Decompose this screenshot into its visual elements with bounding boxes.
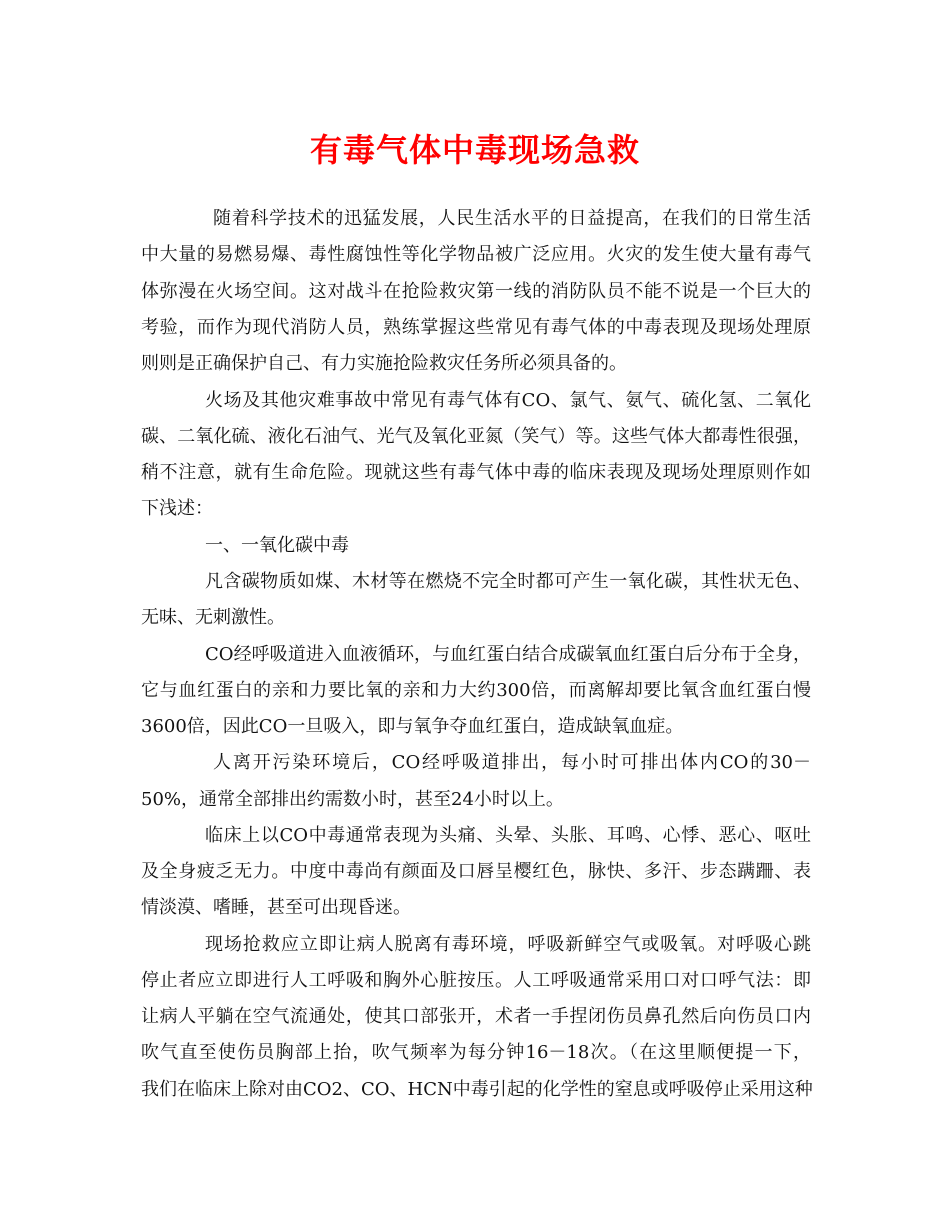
paragraph-line: 体弥漫在火场空间。这对战斗在抢险救灾第一线的消防队员不能不说是一个巨大的 [141, 281, 811, 302]
paragraph-line: 情淡漠、嗜睡，甚至可出现昏迷。 [141, 897, 411, 918]
paragraph-line: 我们在临床上除对由CO2、CO、HCN中毒引起的化学性的窒息或呼吸停止采用这种 [141, 1079, 813, 1100]
paragraph-line: 及全身疲乏无力。中度中毒尚有颜面及口唇呈樱红色，脉快、多汗、步态蹒跚、表 [141, 861, 811, 882]
paragraph-line: 3600倍，因此CO一旦吸入，即与氧争夺血红蛋白，造成缺氧血症。 [141, 716, 684, 737]
paragraph-line: 吹气直至使伤员胸部上抬，吹气频率为每分钟16－18次。（在这里顺便提一下， [141, 1042, 811, 1063]
paragraph-line: 无味、无刺激性。 [141, 607, 285, 628]
paragraph-line: 下浅述： [141, 498, 213, 519]
paragraph-line: 中大量的易燃易爆、毒性腐蚀性等化学物品被广泛应用。火灾的发生使大量有毒气 [141, 244, 811, 265]
paragraph-line: 稍不注意，就有生命危险。现就这些有毒气体中毒的临床表现及现场处理原则作如 [141, 462, 811, 483]
paragraph-line: 现场抢救应立即让病人脱离有毒环境，呼吸新鲜空气或吸氧。对呼吸心跳 [205, 934, 811, 955]
paragraph-line: 它与血红蛋白的亲和力要比氧的亲和力大约300倍，而离解却要比氧含血红蛋白慢 [141, 680, 811, 701]
paragraph-line: 让病人平躺在空气流通处，使其口部张开，术者一手捏闭伤员鼻孔然后向伤员口内 [141, 1006, 811, 1027]
paragraph-line: CO经呼吸道进入血液循环，与血红蛋白结合成碳氧血红蛋白后分布于全身， [205, 644, 811, 665]
paragraph-line: 50%，通常全部排出约需数小时，甚至24小时以上。 [141, 789, 564, 810]
paragraph-line: 火场及其他灾难事故中常见有毒气体有CO、氯气、氨气、硫化氢、二氧化 [205, 390, 811, 411]
paragraph-line: 考验，而作为现代消防人员，熟练掌握这些常见有毒气体的中毒表现及现场处理原 [141, 317, 811, 338]
paragraph-line: 人离开污染环境后，CO经呼吸道排出，每小时可排出体内CO的30－ [213, 752, 811, 773]
paragraph-line: 凡含碳物质如煤、木材等在燃烧不完全时都可产生一氧化碳，其性状无色、 [205, 571, 811, 592]
paragraph-line: 则则是正确保护自己、有力实施抢险救灾任务所必须具备的。 [141, 353, 627, 374]
paragraph-line: 停止者应立即进行人工呼吸和胸外心脏按压。人工呼吸通常采用口对口呼气法：即 [141, 970, 811, 991]
paragraph-line: 碳、二氧化硫、液化石油气、光气及氧化亚氮（笑气）等。这些气体大都毒性很强， [141, 426, 811, 447]
paragraph-line: 临床上以CO中毒通常表现为头痛、头晕、头胀、耳鸣、心悸、恶心、呕吐 [205, 825, 811, 846]
document-title: 有毒气体中毒现场急救 [309, 131, 640, 169]
section-heading: 一、一氧化碳中毒 [205, 535, 349, 556]
paragraph-line: 随着科学技术的迅猛发展，人民生活水平的日益提高，在我们的日常生活 [213, 208, 811, 229]
